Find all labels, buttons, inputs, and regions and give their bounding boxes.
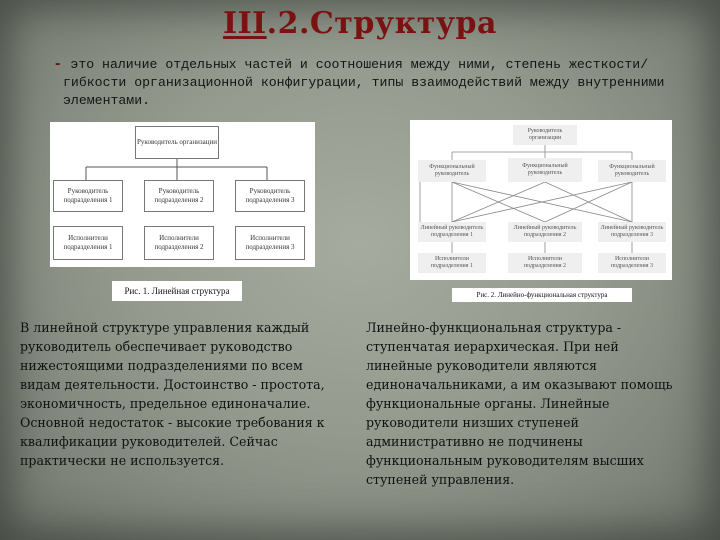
lf-executors-box-3: Исполнители подразделения 3 xyxy=(598,253,666,273)
dept-head-box-3: Руководитель подразделения 3 xyxy=(235,180,305,212)
executors-box-1: Исполнители подразделения 1 xyxy=(53,226,123,260)
bullet-icon: - xyxy=(55,57,61,72)
org-head-box: Руководитель организации xyxy=(135,126,219,159)
line-head-box-2: Линейный руководитель подразделения 2 xyxy=(508,222,582,242)
linear-description: В линейной структуре управления каждый руководитель обеспечивает руководство нижестоящими подразделениями по всем видам деятельности. Достоинство - простота, экономичность, предельное единоначалие. Основной недостаток - высокие требования к квалификации руководителей. Сейчас практически не используется. xyxy=(20,320,325,468)
lf-executors-box-1: Исполнители подразделения 1 xyxy=(418,253,486,273)
dept-head-box-1: Руководитель подразделения 1 xyxy=(53,180,123,212)
lf-org-head-box: Руководитель организации xyxy=(513,125,577,145)
executors-box-2: Исполнители подразделения 2 xyxy=(144,226,214,260)
functional-head-box-3: Функциональный руководитель xyxy=(598,160,666,182)
linear-functional-description: Линейно-функциональная структура - ступенчатая иерархическая. При ней линейные руководители являются единоначальниками, а им оказывают помощь функциональные органы. Линейные руководители низших ступеней административно не подчинены функциональным руководителям высших ступеней управления. xyxy=(366,320,673,487)
functional-head-box-2: Функциональный руководитель xyxy=(508,158,582,182)
figure-2-caption: Рис. 2. Линейно-функциональная структура xyxy=(452,288,632,302)
figure-1-caption: Рис. 1. Линейная структура xyxy=(112,281,242,301)
lf-executors-box-2: Исполнители подразделения 2 xyxy=(508,253,582,273)
line-head-box-1: Линейный руководитель подразделения 1 xyxy=(418,222,486,242)
title-number: III xyxy=(223,6,267,41)
intro-text: это наличие отдельных частей и соотношения между ними, степень жесткости/гибкости организационной конфигурации, типы взаимодействий между внутренними элементами. xyxy=(63,57,665,108)
functional-head-box-1: Функциональный руководитель xyxy=(418,160,486,182)
executors-box-3: Исполнители подразделения 3 xyxy=(235,226,305,260)
title-text: .2.Структура xyxy=(266,6,497,41)
dept-head-box-2: Руководитель подразделения 2 xyxy=(144,180,214,212)
line-head-box-3: Линейный руководитель подразделения 3 xyxy=(598,222,666,242)
